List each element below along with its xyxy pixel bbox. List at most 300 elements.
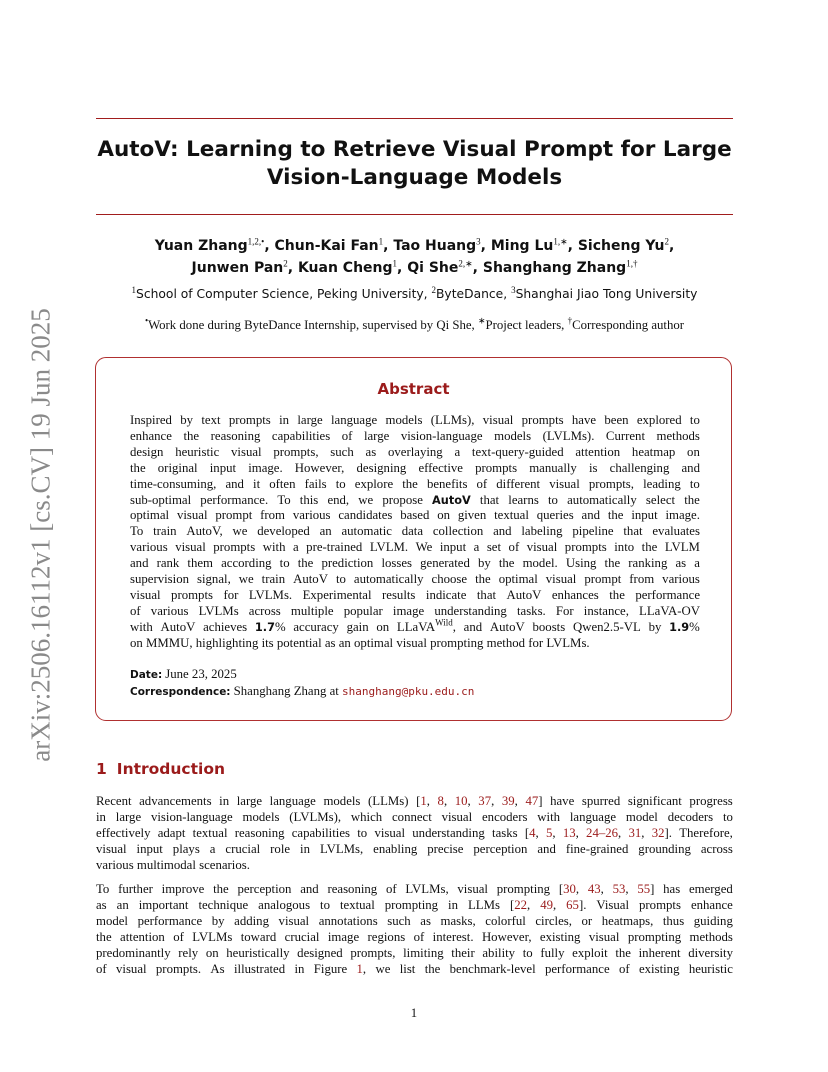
paragraph-word: 31, bbox=[628, 825, 645, 840]
paragraph-word: enabling bbox=[373, 841, 418, 856]
abstract-word: image bbox=[392, 603, 425, 618]
paragraph-word: [4, bbox=[524, 825, 539, 840]
abstract-word: achieves bbox=[203, 619, 248, 634]
abstract-word: and bbox=[225, 476, 244, 491]
paragraph-word: prompting bbox=[384, 897, 439, 912]
page-number: 1 bbox=[410, 1006, 418, 1020]
paragraph-word: image bbox=[327, 929, 360, 944]
abstract-word: to bbox=[689, 413, 700, 427]
paragraph-word: models bbox=[242, 809, 280, 824]
abstract-word: capabilities bbox=[271, 428, 331, 443]
paragraph-word: the bbox=[424, 961, 441, 976]
paragraph-word: heuristic bbox=[688, 961, 733, 976]
author-affiliation-marker: 2 bbox=[283, 258, 288, 269]
abstract-word: gain bbox=[346, 619, 369, 634]
paragraph-word: As bbox=[210, 961, 225, 976]
paragraph-word: ability bbox=[482, 945, 516, 960]
paragraph-word: prompts, bbox=[350, 945, 396, 960]
abstract-word: LLaVA-OV bbox=[639, 603, 700, 618]
paragraph-word: methods bbox=[689, 929, 733, 944]
abstract-word: LVLMs bbox=[198, 603, 239, 618]
citation-link[interactable]: 53 bbox=[612, 882, 626, 896]
abstract-word bbox=[432, 493, 471, 509]
abstract-word: as bbox=[365, 444, 377, 459]
abstract-word: that bbox=[479, 492, 500, 507]
citation-link[interactable]: 10 bbox=[454, 794, 468, 808]
abstract-word: with bbox=[130, 619, 153, 634]
correspondence-email-link[interactable]: shanghang@pku.edu.cn bbox=[341, 685, 475, 698]
abstract-line bbox=[130, 524, 700, 540]
abstract-word: and bbox=[581, 508, 601, 523]
abstract-word: prompts, bbox=[273, 444, 319, 459]
abstract-word: propose bbox=[382, 492, 423, 507]
paragraph-word: as bbox=[420, 913, 431, 928]
abstract-word: candidates bbox=[338, 508, 393, 523]
abstract-word: Inspired bbox=[130, 413, 172, 427]
paragraph-word: annotations bbox=[318, 913, 378, 928]
abstract-word: visual bbox=[526, 540, 558, 555]
paragraph-word: grounding bbox=[638, 841, 691, 856]
paragraph-word: visual bbox=[441, 809, 473, 824]
citation-link[interactable]: 24–26 bbox=[586, 825, 619, 840]
abstract-word: of bbox=[476, 476, 488, 491]
abstract-word: the bbox=[604, 556, 621, 571]
paragraph-word: scenarios. bbox=[199, 857, 250, 872]
abstract-word: automatic bbox=[341, 524, 392, 539]
paragraph-word: role bbox=[270, 841, 291, 856]
abstract-word: visual bbox=[549, 476, 580, 491]
paragraph-word: prompting bbox=[496, 882, 551, 896]
paragraph-word: existing bbox=[638, 961, 680, 976]
abstract-word: performance. bbox=[200, 492, 269, 507]
abstract-word: AutoV bbox=[293, 572, 328, 587]
section-number: 1 bbox=[96, 760, 107, 778]
abstract-word: learns bbox=[508, 492, 539, 507]
paragraph-word: in bbox=[294, 961, 305, 976]
abstract-line bbox=[130, 477, 700, 493]
abstract-word: and bbox=[130, 556, 149, 571]
paragraph-word: precise bbox=[427, 841, 464, 856]
affiliation-name: ByteDance bbox=[436, 287, 504, 301]
abstract-word: 1.9% bbox=[669, 619, 700, 634]
abstract-word: automatically bbox=[353, 572, 424, 587]
abstract-word: a bbox=[454, 444, 461, 459]
paragraph-word: and bbox=[537, 841, 556, 856]
abstract-bold-term: 1.9 bbox=[669, 620, 690, 634]
abstract-word: an bbox=[319, 524, 332, 539]
paragraph-line bbox=[96, 898, 733, 914]
paragraph-line bbox=[96, 882, 733, 898]
abstract-word: the bbox=[684, 492, 700, 507]
author-separator: , bbox=[397, 260, 408, 276]
abstract-word: visual bbox=[175, 540, 206, 555]
author-separator: , bbox=[480, 238, 491, 254]
abstract-word: prompt bbox=[215, 508, 253, 523]
author-name: Kuan Cheng bbox=[297, 260, 393, 276]
abstract-word: text-query-guided bbox=[471, 444, 564, 459]
abstract-word: image. bbox=[665, 508, 700, 523]
abstract-word: text bbox=[201, 413, 221, 427]
citation-link[interactable]: 43 bbox=[587, 882, 601, 896]
abstract-line bbox=[130, 429, 700, 445]
abstract-word: design bbox=[130, 444, 164, 459]
abstract-word: MMMU, bbox=[146, 635, 193, 650]
paragraph-word: encoders bbox=[481, 809, 528, 824]
abstract-word: indicate bbox=[425, 587, 467, 602]
paragraph-word: the bbox=[213, 882, 229, 896]
paragraph-word: model bbox=[625, 809, 658, 824]
paragraph-word: illustrated bbox=[233, 961, 286, 976]
abstract-word: For bbox=[555, 603, 574, 618]
abstract-word: prediction bbox=[321, 556, 374, 571]
paragraph-word: [22, bbox=[509, 897, 531, 912]
abstract-word: the bbox=[609, 587, 625, 602]
paragraph-word: large bbox=[115, 809, 142, 824]
abstract-word: effective bbox=[418, 460, 463, 475]
abstract-word: queries bbox=[536, 508, 574, 523]
correspondence-label: Correspondence: bbox=[130, 686, 231, 698]
note-text: Project leaders, bbox=[485, 318, 568, 332]
abstract-word: prompts, bbox=[588, 476, 634, 491]
paragraph-word: 13, bbox=[562, 825, 579, 840]
author-notes bbox=[96, 315, 733, 333]
author-name: Sicheng Yu bbox=[577, 238, 665, 254]
abstract-word: that bbox=[476, 587, 497, 602]
paper-title bbox=[96, 136, 733, 192]
paragraph-word: fully bbox=[540, 945, 565, 960]
abstract-word: rank bbox=[156, 556, 180, 571]
abstract-word: input bbox=[209, 460, 237, 475]
abstract-word: performance bbox=[635, 587, 700, 602]
abstract-word: according bbox=[221, 556, 272, 571]
abstract-word: manually bbox=[529, 460, 577, 475]
paragraph-word: advancements bbox=[139, 794, 212, 808]
paragraph-word: rely bbox=[178, 945, 199, 960]
abstract-word: it bbox=[253, 476, 261, 491]
paragraph-word: Recent bbox=[96, 794, 132, 808]
abstract-word: results bbox=[382, 587, 416, 602]
paragraph-word: interest. bbox=[432, 929, 474, 944]
author-name: Yuan Zhang bbox=[154, 238, 248, 254]
paragraph-line bbox=[96, 794, 733, 810]
paragraph-word: inherent bbox=[638, 945, 681, 960]
citation-link[interactable]: 13 bbox=[562, 825, 576, 840]
abstract-word: understanding bbox=[434, 603, 507, 618]
abstract-body bbox=[130, 413, 700, 652]
abstract-word: losses bbox=[381, 556, 413, 571]
author-name: Qi She bbox=[407, 260, 459, 276]
abstract-word: leading bbox=[643, 476, 681, 491]
abstract-word: various bbox=[662, 572, 700, 587]
paragraph-word: heatmaps, bbox=[601, 913, 654, 928]
paragraph-word: designed bbox=[297, 945, 343, 960]
abstract-word: designing bbox=[356, 460, 407, 475]
abstract-word: by bbox=[477, 556, 491, 571]
abstract-word: models bbox=[494, 428, 532, 443]
paragraph-word: the bbox=[615, 945, 631, 960]
abstract-word: LVLM bbox=[664, 540, 700, 555]
abstract-word: its bbox=[261, 635, 274, 650]
abstract-word: by bbox=[180, 413, 194, 427]
paragraph-word: improve bbox=[161, 882, 205, 896]
paragraph-word: an bbox=[116, 897, 129, 912]
abstract-word: boosts bbox=[532, 619, 566, 634]
paragraph-word: to bbox=[722, 809, 733, 824]
title-bottom-rule bbox=[96, 214, 733, 215]
paragraph-word: prompting bbox=[627, 929, 682, 944]
abstract-word: explore bbox=[354, 476, 394, 491]
abstract-word: to bbox=[547, 492, 558, 507]
abstract-word: textual bbox=[494, 508, 529, 523]
paragraph-word: which bbox=[350, 809, 383, 824]
citation-link[interactable]: 1 bbox=[420, 794, 427, 808]
paragraph-word: visual bbox=[96, 841, 127, 856]
author-affiliation-marker: 2,∗ bbox=[458, 258, 473, 269]
abstract-word: the bbox=[402, 476, 418, 491]
author-separator: , bbox=[668, 238, 675, 254]
paragraph-word: 55] bbox=[637, 882, 655, 896]
paragraph-line bbox=[96, 810, 733, 826]
note-marker: • bbox=[144, 315, 149, 326]
abstract-word: models bbox=[385, 413, 423, 427]
abstract-word: across bbox=[248, 603, 281, 618]
affiliation-marker: 1 bbox=[131, 284, 137, 295]
abstract-word: prompts bbox=[213, 540, 256, 555]
abstract-line bbox=[130, 445, 700, 461]
paragraph-line bbox=[96, 930, 733, 946]
abstract-word: LVLM. bbox=[369, 540, 409, 555]
author-affiliation-marker: 1 bbox=[392, 258, 398, 269]
abstract-line bbox=[130, 588, 700, 604]
arxiv-identifier-stamp: arXiv:2506.16112v1 [cs.CV] 19 Jun 2025 bbox=[25, 308, 56, 762]
paragraph-word: [30, bbox=[558, 882, 580, 896]
paragraph-word: guiding bbox=[693, 913, 733, 928]
paragraph-word: regions bbox=[367, 929, 406, 944]
paragraph-word: to bbox=[357, 825, 368, 840]
abstract-word: automatically bbox=[567, 492, 637, 507]
abstract-line bbox=[130, 556, 700, 572]
abstract-superscript: Wild bbox=[435, 617, 453, 628]
abstract-word: AutoV bbox=[489, 619, 525, 634]
abstract-word: in bbox=[279, 413, 290, 427]
paragraph-word: on bbox=[205, 945, 219, 960]
author-list bbox=[96, 235, 733, 279]
paragraph-word: benchmark-level bbox=[449, 961, 536, 976]
abstract-word: various bbox=[150, 603, 189, 618]
note-text: Work done during ByteDance Internship, supervised by Qi She, bbox=[148, 318, 478, 332]
citation-link[interactable]: 30 bbox=[563, 882, 576, 896]
note-marker: ∗ bbox=[477, 315, 486, 326]
abstract-word: Current bbox=[605, 428, 646, 443]
citation-link[interactable]: 5 bbox=[545, 825, 553, 840]
abstract-word: visual bbox=[231, 444, 262, 459]
author-affiliation-marker: 3 bbox=[476, 236, 481, 247]
title-line: AutoV: Learning to Retrieve Visual Prompt for Large bbox=[97, 137, 732, 162]
paragraph-word: 43, bbox=[587, 882, 604, 896]
abstract-word: signal, bbox=[197, 572, 231, 587]
paragraph-word: connect bbox=[391, 809, 432, 824]
paragraph-word: adapt bbox=[157, 825, 186, 840]
abstract-word: on bbox=[130, 635, 143, 650]
paragraph-word: limiting bbox=[403, 945, 444, 960]
citation-link[interactable]: 47 bbox=[525, 794, 539, 808]
affiliation-marker: 2 bbox=[431, 284, 436, 295]
abstract-word: pre-trained bbox=[306, 540, 363, 555]
paragraph-word: analogous bbox=[258, 897, 311, 912]
paragraph-word: predominantly bbox=[96, 945, 171, 960]
paragraph-word: performance bbox=[137, 913, 203, 928]
paragraph-line bbox=[96, 826, 733, 842]
citation-link[interactable]: 22 bbox=[514, 897, 528, 912]
abstract-word: input bbox=[631, 508, 658, 523]
citation-link[interactable]: 8 bbox=[437, 794, 444, 808]
paragraph-word: model bbox=[96, 913, 128, 928]
paragraph-word: 39, bbox=[501, 794, 518, 808]
abstract-word: enhance bbox=[130, 428, 172, 443]
abstract-word: AutoV bbox=[506, 587, 542, 602]
abstract-word: attention bbox=[575, 444, 621, 459]
abstract-word: that bbox=[623, 524, 643, 539]
abstract-word: LVLMs. bbox=[546, 635, 590, 650]
abstract-word: train bbox=[261, 572, 286, 587]
date-label: Date: bbox=[130, 669, 163, 681]
abstract-word: end, bbox=[327, 492, 350, 507]
paragraph-word: list bbox=[399, 961, 416, 976]
paragraph-word: of bbox=[96, 961, 107, 976]
abstract-word: labeling bbox=[521, 524, 563, 539]
abstract-word: collection bbox=[432, 524, 484, 539]
abstract-word: on bbox=[376, 619, 390, 634]
abstract-word: prompts bbox=[564, 540, 607, 555]
abstract-word: reasoning bbox=[210, 428, 261, 443]
paragraph-word: emerged bbox=[688, 882, 733, 896]
abstract-word: have bbox=[571, 413, 597, 427]
abstract-word: is bbox=[588, 460, 598, 475]
citation-link[interactable]: 32 bbox=[651, 825, 665, 840]
paragraph-word: 65]. bbox=[566, 897, 587, 912]
abstract-word: such bbox=[330, 444, 354, 459]
author-line bbox=[96, 235, 733, 257]
paragraph-word: LVLMs, bbox=[405, 882, 449, 896]
abstract-word: To bbox=[130, 524, 144, 539]
citation-link[interactable]: 31 bbox=[628, 825, 642, 840]
abstract-word: to bbox=[279, 556, 290, 571]
abstract-word: We bbox=[415, 540, 433, 555]
paragraph-word: exploit bbox=[572, 945, 608, 960]
paragraph-word: by bbox=[211, 913, 225, 928]
paragraph-word: progress bbox=[689, 794, 733, 808]
paragraph-word: significant bbox=[627, 794, 682, 808]
author-affiliation-marker: 1,∗ bbox=[553, 236, 568, 247]
paragraph-word: of bbox=[385, 882, 397, 896]
paragraph-word: large bbox=[236, 794, 263, 808]
abstract-line bbox=[130, 604, 700, 620]
affiliation-separator: , bbox=[503, 287, 512, 301]
paragraph-word: heuristically bbox=[226, 945, 290, 960]
paragraph-word: performance bbox=[544, 961, 610, 976]
paragraph-word: input bbox=[136, 841, 163, 856]
citation-link[interactable]: 4 bbox=[529, 825, 536, 840]
author-separator: , bbox=[567, 238, 578, 254]
abstract-word: the bbox=[183, 428, 200, 443]
paragraph-word: important bbox=[138, 897, 189, 912]
abstract-word: vision-language bbox=[400, 428, 483, 443]
paragraph-word: and bbox=[300, 882, 319, 896]
abstract-word: the bbox=[498, 556, 515, 571]
paragraph-word: various bbox=[96, 857, 134, 872]
abstract-word: heatmap bbox=[631, 444, 676, 459]
paragraph-word: toward bbox=[240, 929, 277, 944]
paragraph-word: to bbox=[522, 945, 533, 960]
abstract-word: and bbox=[493, 524, 512, 539]
abstract-word: multiple bbox=[290, 603, 334, 618]
citation-link[interactable]: 55 bbox=[637, 882, 651, 896]
abstract-word: heuristic bbox=[175, 444, 220, 459]
paragraph-word: 1, bbox=[356, 961, 367, 976]
paragraph-word: 37, bbox=[478, 794, 495, 808]
citation-link[interactable]: 39 bbox=[501, 794, 515, 808]
citation-link[interactable]: 1 bbox=[356, 961, 363, 976]
abstract-word: visual bbox=[130, 587, 161, 602]
abstract-word: potential bbox=[276, 635, 322, 650]
abstract-line bbox=[130, 413, 700, 429]
abstract-word: the bbox=[130, 460, 146, 475]
paragraph-word: in bbox=[96, 809, 106, 824]
abstract-line bbox=[130, 636, 700, 652]
abstract-word: original bbox=[157, 460, 198, 475]
affiliation-name: School of Computer Science, Peking University bbox=[136, 287, 424, 301]
paragraph-word: in bbox=[219, 794, 230, 808]
paragraph-word: Visual bbox=[596, 897, 630, 912]
abstract-word: this bbox=[299, 492, 319, 507]
paragraph-word: 32]. bbox=[651, 825, 672, 840]
paragraph-word: have bbox=[550, 794, 575, 808]
abstract-word: we bbox=[238, 572, 254, 587]
citation-link[interactable]: 49 bbox=[540, 897, 553, 912]
citation-link[interactable]: 65 bbox=[566, 897, 579, 912]
paragraph-word: in bbox=[448, 897, 459, 912]
abstract-word: fails bbox=[304, 476, 327, 491]
note-marker: † bbox=[567, 315, 573, 326]
paragraph-word: adding bbox=[234, 913, 269, 928]
abstract-word: train bbox=[153, 524, 177, 539]
citation-link[interactable]: 37 bbox=[478, 794, 492, 808]
abstract-word: Experimental bbox=[302, 587, 372, 602]
abstract-word: enhances bbox=[551, 587, 599, 602]
paragraph-word: textual bbox=[192, 825, 228, 840]
affiliation-name: Shanghai Jiao Tong University bbox=[515, 287, 698, 301]
abstract-word: input bbox=[439, 540, 467, 555]
abstract-word: been bbox=[604, 413, 629, 427]
paragraph-word: LVLMs bbox=[192, 929, 233, 944]
abstract-word: of bbox=[341, 428, 353, 443]
abstract-word: visual bbox=[396, 635, 427, 650]
affiliations bbox=[96, 284, 733, 301]
abstract-bold-term: AutoV bbox=[432, 493, 471, 507]
abstract-word: AutoV bbox=[160, 619, 196, 634]
abstract-word: To bbox=[277, 492, 291, 507]
abstract-word: on bbox=[437, 508, 450, 523]
abstract-word: language bbox=[331, 413, 378, 427]
paragraph-word: language bbox=[569, 809, 617, 824]
correspondence-line bbox=[130, 684, 474, 699]
paragraph-word: as bbox=[96, 897, 107, 912]
paragraph-word: to bbox=[320, 897, 330, 912]
paragraph-word: effectively bbox=[96, 825, 151, 840]
paragraph-word: textual bbox=[339, 897, 375, 912]
abstract-word: the bbox=[297, 556, 314, 571]
paragraph-word: Therefore, bbox=[679, 825, 733, 840]
